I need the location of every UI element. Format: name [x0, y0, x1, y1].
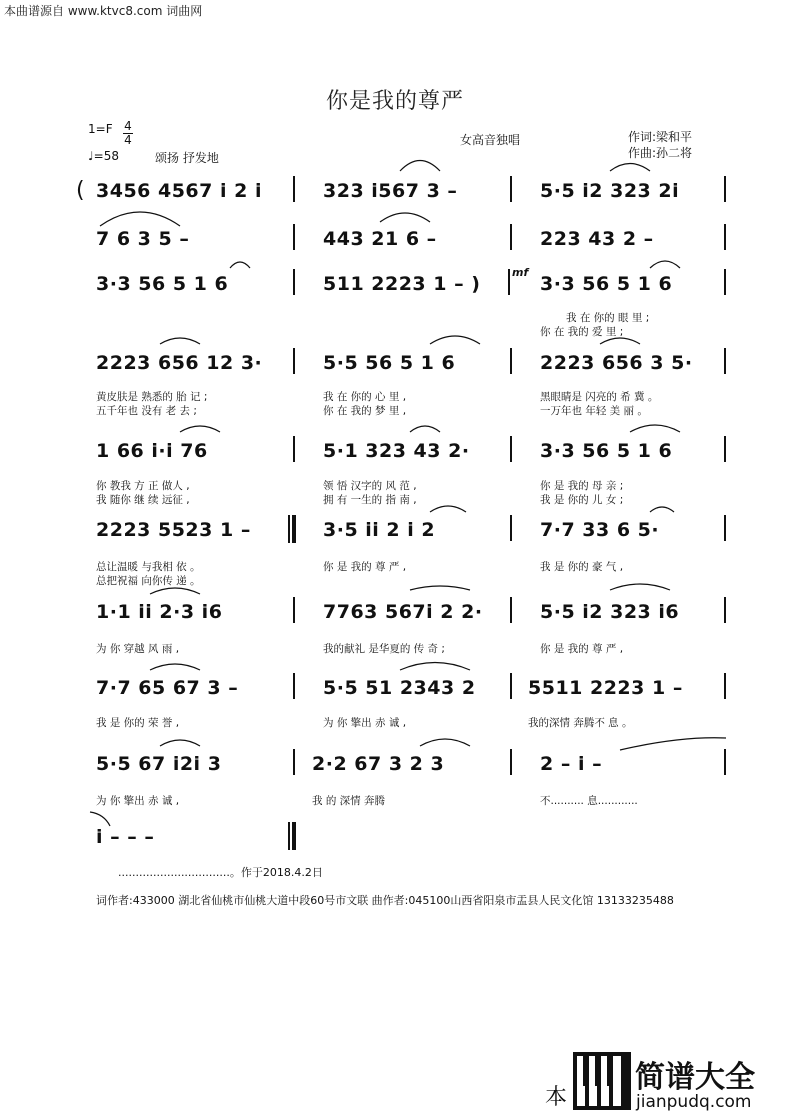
slur — [610, 584, 670, 590]
notes-row5-m1: 1 66 i·i 76 — [96, 440, 208, 462]
song-title: 你是我的尊严 — [325, 89, 464, 114]
slur — [400, 161, 440, 172]
key-signature: 1=F — [88, 122, 113, 136]
notes-row2-m3: 223 43 2 – — [540, 228, 654, 250]
lyrics-row4-c1: 黑眼睛是 闪亮的 希 冀 。 — [540, 391, 659, 403]
notes-row10-m1: i – – – — [96, 826, 155, 848]
slur — [160, 338, 200, 344]
slur — [380, 213, 430, 222]
lyrics-row5-b1: 领 悟 汉字的 风 范 , — [323, 480, 417, 492]
dynamic-mf: mf — [512, 266, 529, 279]
slur — [160, 740, 200, 746]
notes-row2-m2: 443 21 6 – — [323, 228, 437, 250]
notes-row6-m1: 2223 5523 1 – — [96, 519, 251, 541]
lyrics-row4-b2: 你 在 我的 梦 里 , — [323, 405, 407, 417]
slur — [420, 739, 470, 746]
slur — [650, 507, 674, 512]
watermark-char: 本 — [545, 1085, 568, 1110]
notes-row7-m3: 5·5 i2 323 i6 — [540, 601, 680, 623]
notes-row4-m2: 5·5 56 5 1 6 — [323, 352, 456, 374]
slur — [600, 338, 640, 344]
notes-row5-m2: 5·1 323 43 2· — [323, 440, 470, 462]
composer-credit: 作曲:孙二将 — [628, 146, 693, 160]
lyrics-row5-c2: 我 是 你的 儿 女 ; — [540, 494, 624, 506]
lyrics-row3-verse1: 我 在 你的 眼 里 ; — [566, 312, 650, 324]
composition-date: ................................。作于2018.4.2日 — [118, 866, 323, 879]
slur — [610, 164, 650, 172]
tempo-marking: ♩=58 — [88, 149, 119, 163]
meter-bottom: 4 — [124, 133, 132, 147]
lyrics-row7-b1: 我的献礼 是华夏的 传 奇 ; — [323, 643, 445, 655]
slur — [410, 586, 470, 590]
notes-row7-m1: 1·1 ii 2·3 i6 — [96, 601, 223, 623]
slur — [620, 738, 726, 750]
lyrics-row6-c1: 我 是 你的 豪 气 , — [540, 561, 624, 573]
notes-row1-m3: 5·5 i2 323 2i — [540, 180, 680, 202]
meter-top: 4 — [124, 119, 132, 133]
expression-marking: 颂扬 抒发地 — [155, 151, 219, 165]
lyrics-row5-a1: 你 教我 方 正 做人 , — [96, 480, 190, 492]
lyrics-row4-c2: 一万年也 年轻 美 丽 。 — [540, 405, 648, 417]
performance-genre: 女高音独唱 — [460, 133, 521, 147]
lyrics-row6-b1: 你 是 我的 尊 严 , — [323, 561, 407, 573]
notes-row9-m1: 5·5 67 i2i 3 — [96, 753, 222, 775]
lyrics-row8-b1: 为 你 擎出 赤 诚 , — [323, 717, 407, 729]
lyrics-row9-c1: 不.......... 息............ — [540, 795, 638, 807]
notes-row4-m1: 2223 656 12 3· — [96, 352, 263, 374]
notes-row3-m1: 3·3 56 5 1 6 — [96, 273, 229, 295]
notes-row6-m2: 3·5 ii 2 i 2 — [323, 519, 436, 541]
notes-row3-m3: 3·3 56 5 1 6 — [540, 273, 673, 295]
lyrics-row7-c1: 你 是 我的 尊 严 , — [540, 643, 624, 655]
intro-open-paren: ( — [76, 178, 85, 203]
notes-row6-m3: 7·7 33 6 5· — [540, 519, 660, 541]
notes-row2-m1: 7 6 3 5 – — [96, 228, 190, 250]
lyricist-credit: 作词:梁和平 — [628, 130, 693, 144]
slur — [430, 336, 480, 344]
slur — [150, 664, 200, 670]
slur — [650, 261, 680, 268]
slur — [90, 812, 110, 826]
brand-name: 简谱大全 — [635, 1060, 755, 1095]
slur — [150, 588, 200, 594]
lyrics-row4-b1: 我 在 你的 心 里 , — [323, 391, 407, 403]
notes-row1-m2: 323 i567 3 – — [323, 180, 458, 202]
lyrics-row9-a1: 为 你 擎出 赤 诚 , — [96, 795, 180, 807]
notes-row8-m2: 5·5 51 2343 2 — [323, 677, 476, 699]
notes-row4-m3: 2223 656 3 5· — [540, 352, 693, 374]
lyrics-row6-a2: 总把祝福 向你传 递 。 — [96, 575, 201, 587]
lyrics-row9-b1: 我 的 深情 奔腾 — [312, 795, 386, 807]
lyrics-row5-b2: 拥 有 一生的 指 南 , — [323, 494, 417, 506]
slur — [180, 426, 220, 432]
lyrics-row8-a1: 我 是 你的 荣 誉 , — [96, 717, 180, 729]
lyrics-row8-c1: 我的深情 奔腾不 息 。 — [528, 717, 633, 729]
lyrics-row7-a1: 为 你 穿越 风 雨 , — [96, 643, 180, 655]
notes-row9-m3: 2 – i – — [540, 753, 603, 775]
notes-row8-m3: 5511 2223 1 – — [528, 677, 683, 699]
source-note: 本曲谱源自 www.ktvc8.com 词曲网 — [4, 4, 203, 18]
notes-row8-m1: 7·7 65 67 3 – — [96, 677, 239, 699]
notes-row1-m1: 3456 4567 i 2 i — [96, 180, 262, 202]
lyrics-row6-a1: 总让温暖 与我相 依 。 — [96, 561, 201, 573]
brand-url: jianpudq.com — [636, 1092, 752, 1112]
slur — [410, 426, 440, 432]
notes-row3-m2: 511 2223 1 – ) — [323, 273, 481, 295]
slur — [400, 663, 470, 671]
lyrics-row5-c1: 你 是 我的 母 亲 ; — [540, 480, 624, 492]
lyrics-row5-a2: 我 随你 继 续 远征 , — [96, 494, 190, 506]
lyrics-row3-verse2: 你 在 我的 爱 里 ; — [540, 326, 624, 338]
slur — [430, 506, 466, 512]
notes-row7-m2: 7763 567i 2 2· — [323, 601, 483, 623]
notes-row5-m3: 3·3 56 5 1 6 — [540, 440, 673, 462]
notes-row9-m2: 2·2 67 3 2 3 — [312, 753, 445, 775]
lyrics-row4-a2: 五千年也 没有 老 去 ; — [96, 405, 197, 417]
slur — [230, 262, 250, 268]
lyrics-row4-a1: 黄皮肤是 熟悉的 胎 记 ; — [96, 391, 208, 403]
contact-address: 词作者:433000 湖北省仙桃市仙桃大道中段60号市文联 曲作者:045100山西省阳泉市盂县人民文化馆 13133235488 — [96, 894, 674, 907]
slur — [100, 212, 180, 226]
slur — [630, 425, 680, 432]
